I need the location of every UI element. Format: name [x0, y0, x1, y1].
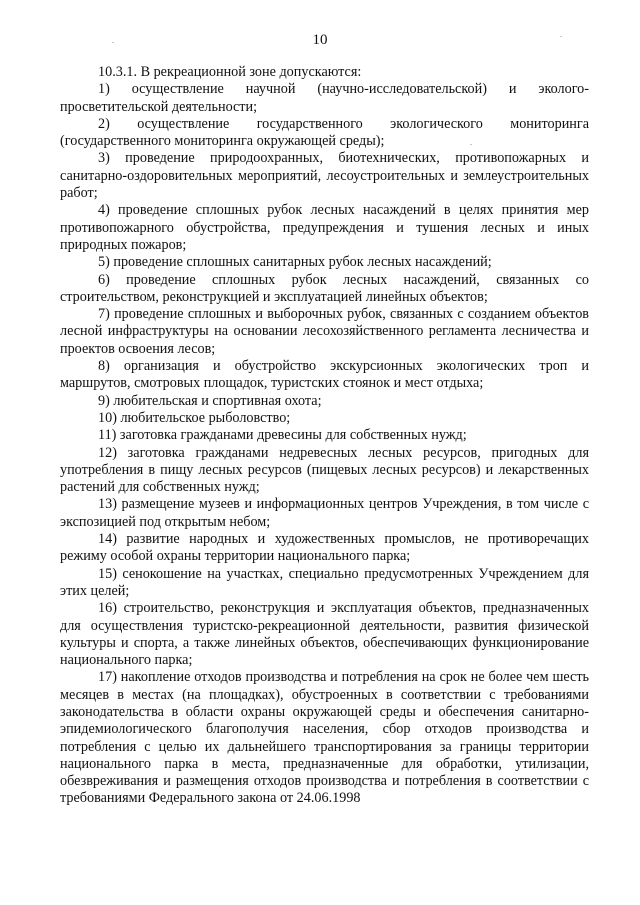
list-item: 5) проведение сплошных санитарных рубок лесных насаждений;	[98, 254, 492, 271]
list-item: 11) заготовка гражданами древесины для собственных нужд;	[98, 427, 467, 444]
list-item: 8) организация и обустройство экскурсионных экологических троп и маршрутов, смотровых площадок, туристских стоянок и мест отдыха;	[60, 358, 589, 392]
list-item: 17) накопление отходов производства и потребления на срок не более чем шесть месяцев в местах (на площадках), обустроенных в соответствии с требованиями законодательства в области охраны окружающей среды и обеспечения санитарно-эпидемиологического благополучия населения, сбор отходов производства и потребления с целью их дальнейшего транспортирования за границы территории национального парка в места, предназначенные для обработки, утилизации, обезвреживания и размещения отходов производства и потребления в соответствии с требованиями Федерального закона от 24.06.1998	[60, 669, 589, 807]
list-item: 10) любительское рыболовство;	[98, 409, 291, 426]
list-item: 15) сенокошение на участках, специально предусмотренных Учреждением для этих целей;	[60, 565, 589, 599]
list-item: 2) осуществление государственного экологического мониторинга (государственного мониторинга окружающей среды);	[60, 115, 589, 150]
list-item: 6) проведение сплошных рубок лесных насаждений, связанных со строительством, реконструкцией и эксплуатацией линейных объектов;	[60, 271, 589, 305]
list-item: 7) проведение сплошных и выборочных рубок, связанных с созданием объектов лесной инфраструктуры на основании лесохозяйственного регламента лесничества и проектов освоения лесов;	[60, 306, 589, 357]
list-item: 3) проведение природоохранных, биотехнических, противопожарных и санитарно-оздоровительных мероприятий, лесоустроительных и землеустроительных работ;	[60, 150, 589, 202]
scan-artifact	[112, 42, 114, 43]
page-number: 10	[312, 32, 328, 48]
list-item: 16) строительство, реконструкция и эксплуатация объектов, предназначенных для осуществления туристско-рекреационной деятельности, развития физической культуры и спорта, а также линейных объектов, обеспечивающих функционирование национального парка;	[60, 600, 589, 669]
document-body	[60, 64, 589, 808]
list-item: 13) размещение музеев и информационных центров Учреждения, в том числе с экспозицией под открытым небом;	[60, 496, 589, 530]
list-item: 12) заготовка гражданами недревесных лесных ресурсов, пригодных для употребления в пищу лесных ресурсов (пищевых лесных ресурсов) и лекарственных растений для собственных нужд;	[60, 444, 589, 496]
scan-artifact	[560, 36, 562, 37]
section-heading: 10.3.1. В рекреационной зоне допускаются:	[98, 64, 362, 80]
list-item: 4) проведение сплошных рубок лесных насаждений в целях принятия мер противопожарного обустройства, предупреждения и тушения лесных и иных природных пожаров;	[60, 202, 589, 253]
list-item: 14) развитие народных и художественных промыслов, не противоречащих режиму особой охраны территории национального парка;	[60, 531, 589, 565]
list-item: 1) осуществление научной (научно-исследовательской) и эколого-просветительской деятельности;	[60, 81, 589, 115]
list-item: 9) любительская и спортивная охота;	[98, 392, 322, 409]
